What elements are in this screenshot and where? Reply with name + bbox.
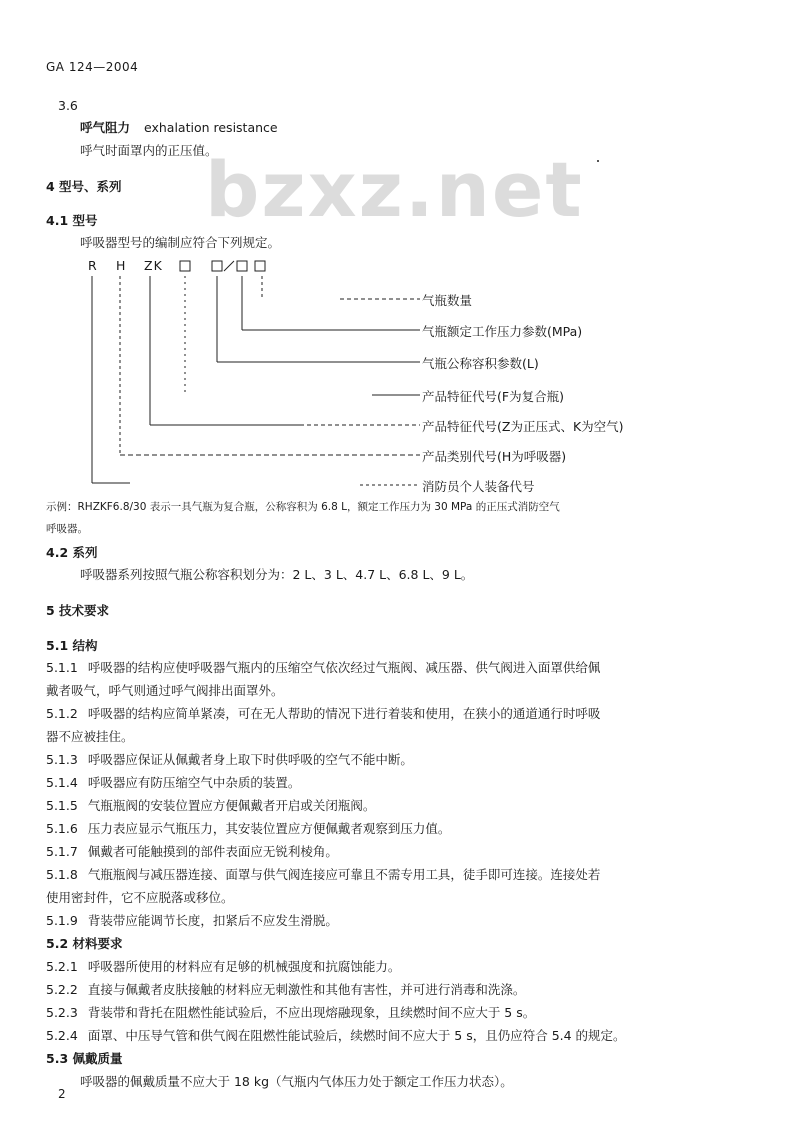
example-line-1: 示例：RHZKF6.8/30 表示一具气瓶为复合瓶，公称容积为 6.8 L，额定工作压力为 30 MPa 的正压式消防空气 [46, 501, 560, 513]
section-4-2-heading: 4.2 系列 [46, 545, 98, 560]
section-5-2-heading: 5.2 材料要求 [46, 936, 123, 951]
clause-5-2-2: 5.2.2 直接与佩戴者皮肤接触的材料应无刺激性和其他有害性，并可进行消毒和洗涤。 [46, 982, 526, 997]
clause-5-1-9: 5.1.9 背装带应能调节长度，扣紧后不应发生滑脱。 [46, 913, 338, 928]
code-box-count [255, 261, 265, 271]
standard-number: GA 124—2004 [46, 60, 139, 74]
code-letter-zk: ZK [144, 258, 163, 273]
code-letter-h: H [116, 258, 127, 273]
example-line-2: 呼吸器。 [46, 523, 88, 535]
watermark: bzxz.net [205, 145, 584, 234]
page-number: 2 [58, 1087, 66, 1101]
clause-5-1-8: 5.1.8 气瓶瓶阀与减压器连接、面罩与供气阀连接应可靠且不需专用工具，徒手即可连接。连接处若 [46, 867, 601, 882]
code-letter-r: R [88, 258, 98, 273]
term-en: exhalation resistance [144, 120, 278, 135]
clause-5-1-8-cont: 使用密封件，它不应脱落或移位。 [46, 890, 234, 905]
clause-5-1-4: 5.1.4 呼吸器应有防压缩空气中杂质的装置。 [46, 775, 301, 790]
section-4-heading: 4 型号、系列 [46, 179, 122, 194]
section-4-2-text: 呼吸器系列按照气瓶公称容积划分为：2 L、3 L、4.7 L、6.8 L、9 L。 [80, 567, 474, 582]
label-nominal-volume: 气瓶公称容积参数(L) [422, 356, 539, 371]
clause-5-1-5: 5.1.5 气瓶瓶阀的安装位置应方便佩戴者开启或关闭瓶阀。 [46, 798, 376, 813]
term-zh: 呼气阻力 [80, 120, 131, 135]
code-box-volume [212, 261, 222, 271]
clause-5-2-1: 5.2.1 呼吸器所使用的材料应有足够的机械强度和抗腐蚀能力。 [46, 959, 401, 974]
label-feature-zk: 产品特征代号(Z为正压式、K为空气) [422, 419, 624, 434]
section-4-1-heading: 4.1 型号 [46, 213, 98, 228]
section-4-1-intro: 呼吸器型号的编制应符合下列规定。 [80, 235, 281, 250]
section-5-3-heading: 5.3 佩戴质量 [46, 1051, 123, 1066]
label-category: 产品类别代号(H为呼吸器) [422, 449, 567, 464]
code-box-pressure [237, 261, 247, 271]
clause-5-1-2-cont: 器不应被挂住。 [46, 729, 134, 744]
label-fireman-equipment: 消防员个人装备代号 [422, 479, 535, 494]
term-definition: 呼气时面罩内的正压值。 [80, 143, 218, 158]
clause-5-1-3: 5.1.3 呼吸器应保证从佩戴者身上取下时供呼吸的空气不能中断。 [46, 752, 413, 767]
clause-5-2-3: 5.2.3 背装带和背托在阻燃性能试验后，不应出现熔融现象，且续燃时间不应大于 5 s。 [46, 1005, 536, 1020]
scan-speck [597, 160, 599, 162]
code-slash [224, 261, 234, 271]
model-code-diagram [0, 0, 800, 520]
clause-5-1-7: 5.1.7 佩戴者可能触摸到的部件表面应无锐利棱角。 [46, 844, 338, 859]
section-3-6-number: 3.6 [58, 98, 78, 113]
clause-5-1-2: 5.1.2 呼吸器的结构应简单紧凑，可在无人帮助的情况下进行着装和使用，在狭小的通道通行时呼吸 [46, 706, 601, 721]
clause-5-1-1: 5.1.1 呼吸器的结构应使呼吸器气瓶内的压缩空气依次经过气瓶阀、减压器、供气阀进入面罩供给佩 [46, 660, 601, 675]
label-feature-f: 产品特征代号(F为复合瓶) [422, 389, 564, 404]
code-box-feature [180, 261, 190, 271]
clause-5-2-4: 5.2.4 面罩、中压导气管和供气阀在阻燃性能试验后，续燃时间不应大于 5 s，且仍应符合 5.4 的规定。 [46, 1028, 626, 1043]
clause-5-1-1-cont: 戴者吸气，呼气则通过呼气阀排出面罩外。 [46, 683, 284, 698]
label-working-pressure: 气瓶额定工作压力参数(MPa) [422, 324, 583, 339]
section-5-1-heading: 5.1 结构 [46, 638, 98, 653]
section-5-3-text: 呼吸器的佩戴质量不应大于 18 kg（气瓶内气体压力处于额定工作压力状态）。 [80, 1074, 513, 1089]
clause-5-1-6: 5.1.6 压力表应显示气瓶压力，其安装位置应方便佩戴者观察到压力值。 [46, 821, 451, 836]
label-cylinder-count: 气瓶数量 [422, 293, 473, 308]
section-5-heading: 5 技术要求 [46, 603, 110, 618]
